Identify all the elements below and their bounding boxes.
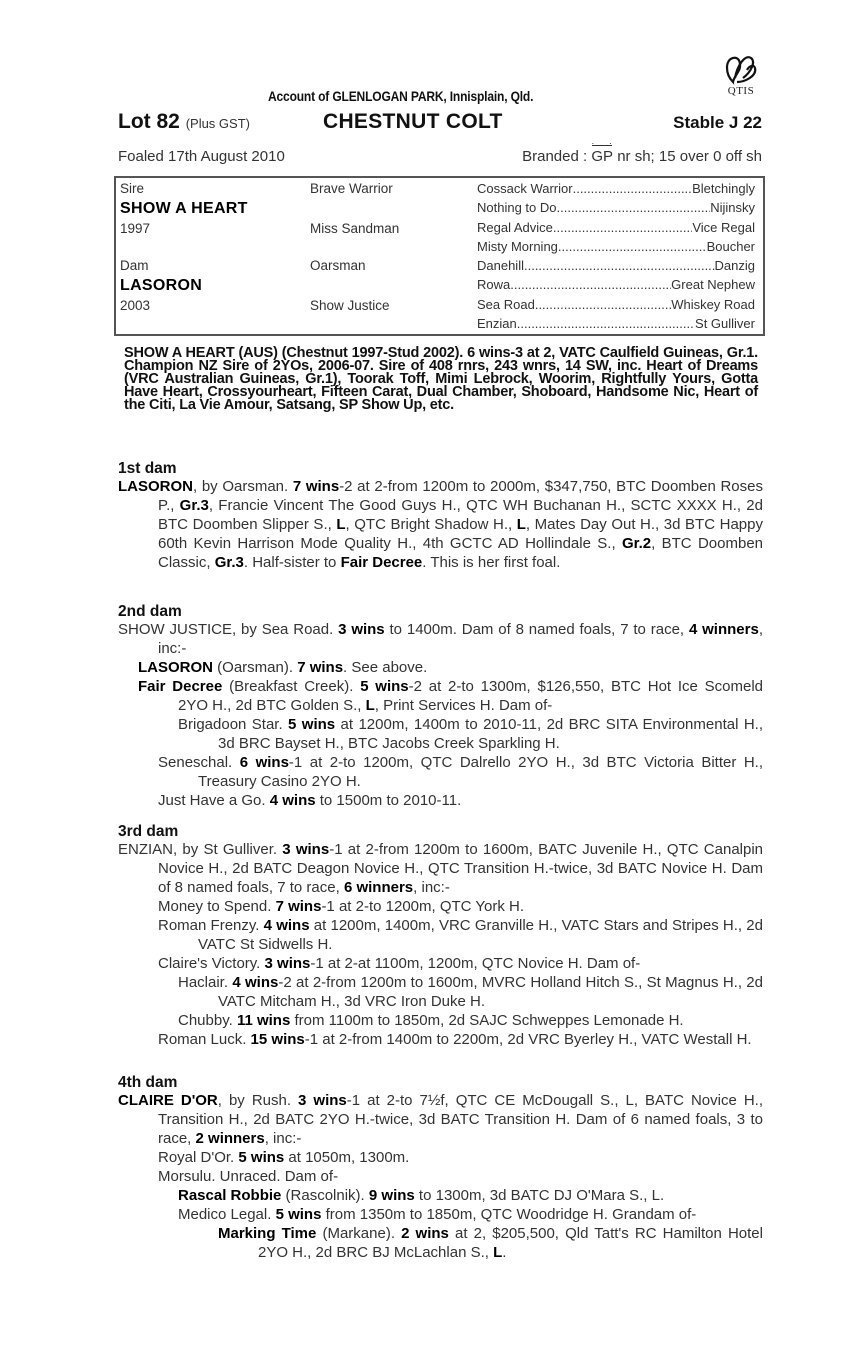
- dam-entries: [118, 840, 763, 1049]
- section-heading: 2nd dam: [118, 603, 182, 620]
- pedigree-entry: ENZIAN, by St Gulliver. 3 wins-1 at 2-from 1200m to 1600m, BATC Juvenile H., QTC Canalpin Novice H., 2d BATC Deagon Novice H., QTC Transition H.-twice, 3d BATC Novice H. Dam of 8 named foals, 7 to race, 6 winners, inc:-: [118, 841, 764, 896]
- lot-label: Lot 82: [118, 110, 180, 133]
- dam-year: 2003: [120, 298, 151, 313]
- dam-section-1: [118, 460, 763, 572]
- pedigree-entry: Claire's Victory. 3 wins-1 at 2-at 1100m, 1200m, QTC Novice H. Dam of-: [158, 955, 641, 972]
- branded-prefix: Branded :: [522, 148, 588, 165]
- sire-sire: Brave Warrior: [310, 181, 393, 196]
- pedigree-entry: Haclair. 4 wins-2 at 2-from 1200m to 1600m, MVRC Holland Hitch S., St Magnus H., 2d VATC Mitcham H., 3d VRC Iron Duke H.: [178, 974, 763, 1010]
- sire-label: Sire: [120, 181, 145, 196]
- pedigree-entry: SHOW JUSTICE, by Sea Road. 3 wins to 1400m. Dam of 8 named foals, 7 to race, 4 winners, inc:-: [118, 621, 763, 657]
- brand-mark-icon: GP · ·: [591, 148, 613, 165]
- dam-entries: [118, 1091, 763, 1262]
- stable-location: Stable J 22: [673, 113, 762, 132]
- grandparent-row: Cossack Warrior ..... Bletchingly: [477, 181, 755, 196]
- sire-year: 1997: [120, 221, 151, 236]
- pedigree-entry: Morsulu. Unraced. Dam of-: [158, 1168, 339, 1185]
- qtis-logo: [716, 52, 766, 97]
- grandparent-row: Rowa ..... Great Nephew: [477, 277, 755, 292]
- foaled-date: Foaled 17th August 2010: [118, 148, 285, 165]
- grandparent-row: Nothing to Do ..... Nijinsky: [477, 200, 755, 215]
- pedigree-entry: Roman Frenzy. 4 wins at 1200m, 1400m, VRC Granville H., VATC Stars and Stripes H., 2d VATC St Sidwells H.: [158, 917, 763, 953]
- pedigree-entry: LASORON (Oarsman). 7 wins. See above.: [138, 659, 428, 676]
- dam-dam: Show Justice: [310, 298, 390, 313]
- pedigree-entry: Medico Legal. 5 wins from 1350m to 1850m, QTC Woodridge H. Grandam of-: [178, 1206, 697, 1223]
- pedigree-entry: LASORON, by Oarsman. 7 wins-2 at 2-from 1200m to 2000m, $347,750, BTC Doomben Roses P., Gr.3, Francie Vincent The Good Guys H., QTC WH Buchanan H., SCTC XXXX H., 2d BTC Doomben Slipper S., L, QTC Bright Shadow H., L, Mates Day Out H., 3d BTC Happy 60th Kevin Harrison Mode Quality H., 4th GCTC AD Hollindale S., Gr.2, BTC Doomben Classic, Gr.3. Half-sister to Fair Decree. This is her first foal.: [118, 478, 764, 571]
- grandparent-row: Misty Morning ..... Boucher: [477, 239, 755, 254]
- lot-gst-note: (Plus GST): [185, 116, 250, 131]
- logo-text: QTIS: [727, 85, 755, 97]
- pedigree-entry: Rascal Robbie (Rascolnik). 9 wins to 1300m, 3d BATC DJ O'Mara S., L.: [178, 1187, 665, 1204]
- pedigree-entry: Royal D'Or. 5 wins at 1050m, 1300m.: [158, 1149, 410, 1166]
- grandparent-row: Enzian ..... St Gulliver: [477, 316, 755, 331]
- pedigree-entry: Money to Spend. 7 wins-1 at 2-to 1200m, QTC York H.: [158, 898, 525, 915]
- pedigree-table: [114, 176, 765, 336]
- dam-section-4: [118, 1074, 763, 1262]
- pedigree-entry: Fair Decree (Breakfast Creek). 5 wins-2 at 2-to 1300m, $126,550, BTC Hot Ice Scomeld 2YO H., 2d BTC Golden S., L, Print Services H. Dam of-: [138, 678, 764, 714]
- section-heading: 4th dam: [118, 1074, 178, 1091]
- dam-entries: [118, 620, 763, 810]
- grandparent-row: Danehill ..... Danzig: [477, 258, 755, 273]
- pedigree-entry: Seneschal. 6 wins-1 at 2-to 1200m, QTC Dalrello 2YO H., 3d BTC Victoria Bitter H., Treasury Casino 2YO H.: [158, 754, 763, 790]
- pedigree-entry: Roman Luck. 15 wins-1 at 2-from 1400m to 2200m, 2d VRC Byerley H., VATC Westall H.: [158, 1031, 752, 1048]
- sire-name: SHOW A HEART: [120, 200, 248, 217]
- colour-sex: CHESTNUT COLT: [323, 110, 503, 133]
- lot-line: [118, 110, 763, 136]
- sire-dam: Miss Sandman: [310, 221, 400, 236]
- section-heading: 1st dam: [118, 460, 177, 477]
- grandparent-row: Sea Road ..... Whiskey Road: [477, 297, 755, 312]
- sire-summary: SHOW A HEART (AUS) (Chestnut 1997-Stud 2002). 6 wins-3 at 2, VATC Caulfield Guineas, Gr.1. Champion NZ Sire of 2YOs, 2006-07. Sire of 408 rnrs, 243 wnrs, 14 SW, inc. Heart of Dreams (VRC Australian Guineas, Gr.1), Toorak Toff, Mimi Lebrock, Woorim, Rightfully Yours, Gotta Have Heart, Crossyourheart, Fifteen Carat, Dual Chamber, Shoboard, Handsome Nic, Heart of the Citi, La Vie Amour, Satsang, SP Show Up, etc.: [124, 345, 758, 413]
- qtis-emblem-icon: [723, 52, 759, 86]
- dam-entries: [118, 477, 763, 572]
- dam-sire: Oarsman: [310, 258, 366, 273]
- pedigree-entry: Marking Time (Markane). 2 wins at 2, $205,500, Qld Tatt's RC Hamilton Hotel 2YO H., 2d BRC BJ McLachlan S., L.: [218, 1225, 763, 1261]
- pedigree-entry: Just Have a Go. 4 wins to 1500m to 2010-11.: [158, 792, 462, 809]
- section-heading: 3rd dam: [118, 823, 179, 840]
- branding: [522, 148, 762, 165]
- dam-name: LASORON: [120, 277, 203, 294]
- pedigree-entry: Brigadoon Star. 5 wins at 1200m, 1400m to 2010-11, 2d BRC SITA Environmental H., 3d BRC Bayset H., BTC Jacobs Creek Sparkling H.: [178, 716, 763, 752]
- dam-section-3: [118, 823, 763, 1049]
- lot-number: [118, 110, 250, 134]
- dam-label: Dam: [120, 258, 149, 273]
- dam-section-2: [118, 603, 763, 810]
- pedigree-entry: CLAIRE D'OR, by Rush. 3 wins-1 at 2-to 7½f, QTC CE McDougall S., L, BATC Novice H., Transition H., 2d BATC 2YO H.-twice, 3d BATC Transition H. Dam of 6 named foals, 3 to race, 2 winners, inc:-: [118, 1092, 764, 1147]
- pedigree-entry: Chubby. 11 wins from 1100m to 1850m, 2d SAJC Schweppes Lemonade H.: [178, 1012, 684, 1029]
- branded-suffix: nr sh; 15 over 0 off sh: [617, 148, 762, 165]
- grandparent-row: Regal Advice ..... Vice Regal: [477, 220, 755, 235]
- vendor-account: Account of GLENLOGAN PARK, Innisplain, Qld.: [268, 88, 534, 104]
